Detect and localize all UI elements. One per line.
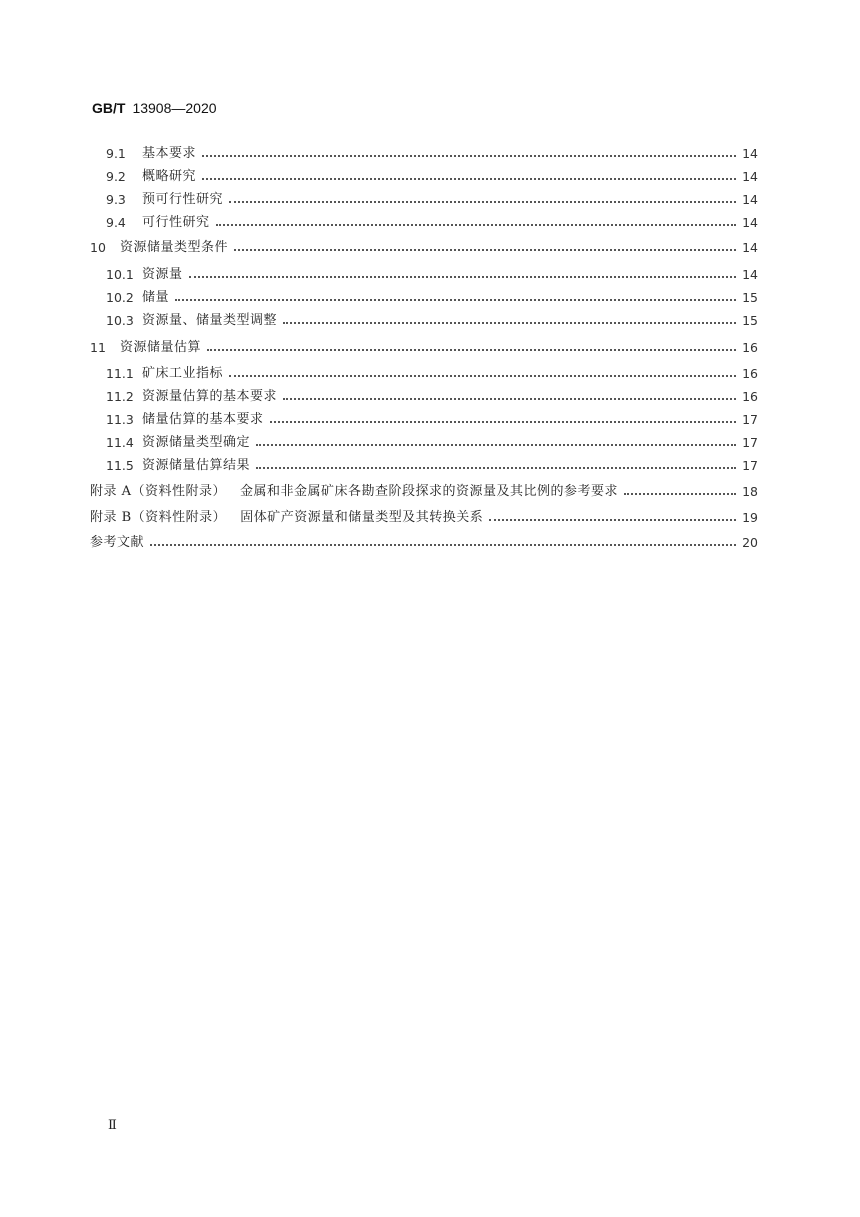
toc-entry[interactable] — [90, 480, 758, 498]
toc-title: 可行性研究 — [142, 215, 210, 230]
toc-page-number: 14 — [742, 214, 758, 230]
toc-title: 储量估算的基本要求 — [142, 412, 264, 427]
toc-dot-leader — [175, 299, 736, 301]
standard-number: 13908—2020 — [132, 100, 217, 116]
toc-page-number: 15 — [742, 289, 758, 305]
toc-dot-leader — [229, 201, 736, 203]
toc-dot-leader — [202, 178, 736, 180]
toc-dot-leader — [216, 224, 736, 226]
toc-dot-leader — [229, 375, 736, 377]
toc-entry[interactable] — [90, 236, 758, 254]
toc-page-number: 14 — [742, 145, 758, 161]
toc-section-number: 11.1 — [106, 365, 134, 381]
toc-dot-leader — [202, 155, 736, 157]
toc-title: 资源量 — [142, 267, 183, 282]
toc-dot-leader — [489, 519, 736, 521]
toc-title: 资源量估算的基本要求 — [142, 389, 278, 404]
toc-entry[interactable] — [90, 309, 758, 327]
toc-section-number: 11.5 — [106, 457, 134, 473]
toc-entry[interactable] — [90, 286, 758, 304]
toc-title: 参考文献 — [90, 535, 145, 550]
toc-entry[interactable] — [90, 531, 758, 549]
page-number: Ⅱ — [108, 1118, 117, 1133]
toc-section-number: 9.2 — [106, 168, 126, 184]
standard-header — [92, 100, 217, 116]
toc-page-number: 16 — [742, 339, 758, 355]
toc-dot-leader — [270, 421, 736, 423]
toc-entry[interactable] — [90, 211, 758, 229]
toc-dot-leader — [624, 493, 736, 495]
toc-title: 资源量、储量类型调整 — [142, 313, 278, 328]
toc-page-number: 16 — [742, 388, 758, 404]
toc-section-number: 10.3 — [106, 312, 134, 328]
toc-dot-leader — [256, 467, 736, 469]
toc-title: 资源储量估算结果 — [142, 458, 251, 473]
toc-title: 资源储量估算 — [120, 340, 202, 355]
toc-entry[interactable] — [90, 408, 758, 426]
toc-section-number: 11.2 — [106, 388, 134, 404]
toc-page-number: 14 — [742, 191, 758, 207]
toc-section-number: 10.1 — [106, 266, 134, 282]
toc-appendix-prefix: 附录 B（资料性附录） — [90, 510, 227, 525]
toc-title: 储量 — [142, 290, 170, 305]
toc-title: 资源储量类型确定 — [142, 435, 251, 450]
toc-title: 固体矿产资源量和储量类型及其转换关系 — [240, 510, 484, 525]
toc-title: 资源储量类型条件 — [120, 240, 229, 255]
toc-dot-leader — [283, 322, 736, 324]
toc-section-number: 11.4 — [106, 434, 134, 450]
toc-entry[interactable] — [90, 188, 758, 206]
toc-dot-leader — [150, 544, 736, 546]
toc-section-number: 10.2 — [106, 289, 134, 305]
toc-appendix-prefix: 附录 A（资料性附录） — [90, 484, 227, 499]
toc-page-number: 14 — [742, 168, 758, 184]
toc-section-number: 11.3 — [106, 411, 134, 427]
toc-entry[interactable] — [90, 336, 758, 354]
toc-entry[interactable] — [90, 506, 758, 524]
toc-page-number: 16 — [742, 365, 758, 381]
toc-page-number: 18 — [742, 483, 758, 499]
toc-section-number: 11 — [90, 339, 106, 355]
toc-page-number: 17 — [742, 457, 758, 473]
toc-entry[interactable] — [90, 385, 758, 403]
toc-entry[interactable] — [90, 362, 758, 380]
toc-section-number: 9.1 — [106, 145, 126, 161]
toc-page-number: 19 — [742, 509, 758, 525]
toc-title: 概略研究 — [142, 169, 197, 184]
toc-section-number: 9.4 — [106, 214, 126, 230]
toc-page-number: 15 — [742, 312, 758, 328]
toc-dot-leader — [283, 398, 736, 400]
toc-dot-leader — [189, 276, 736, 278]
toc-title: 矿床工业指标 — [142, 366, 224, 381]
toc-page-number: 17 — [742, 434, 758, 450]
standard-prefix: GB/T — [92, 100, 126, 116]
toc-title: 金属和非金属矿床各勘查阶段探求的资源量及其比例的参考要求 — [240, 484, 619, 499]
toc-entry[interactable] — [90, 454, 758, 472]
toc-section-number: 10 — [90, 239, 106, 255]
toc-dot-leader — [207, 349, 736, 351]
toc-entry[interactable] — [90, 431, 758, 449]
toc-entry[interactable] — [90, 165, 758, 183]
toc-title: 基本要求 — [142, 146, 197, 161]
toc-entry[interactable] — [90, 142, 758, 160]
toc-page-number: 20 — [742, 534, 758, 550]
toc-page-number: 14 — [742, 266, 758, 282]
toc-page-number: 14 — [742, 239, 758, 255]
toc-page-number: 17 — [742, 411, 758, 427]
toc-title: 预可行性研究 — [142, 192, 224, 207]
toc-section-number: 9.3 — [106, 191, 126, 207]
toc-entry[interactable] — [90, 263, 758, 281]
toc-dot-leader — [234, 249, 736, 251]
toc-dot-leader — [256, 444, 736, 446]
